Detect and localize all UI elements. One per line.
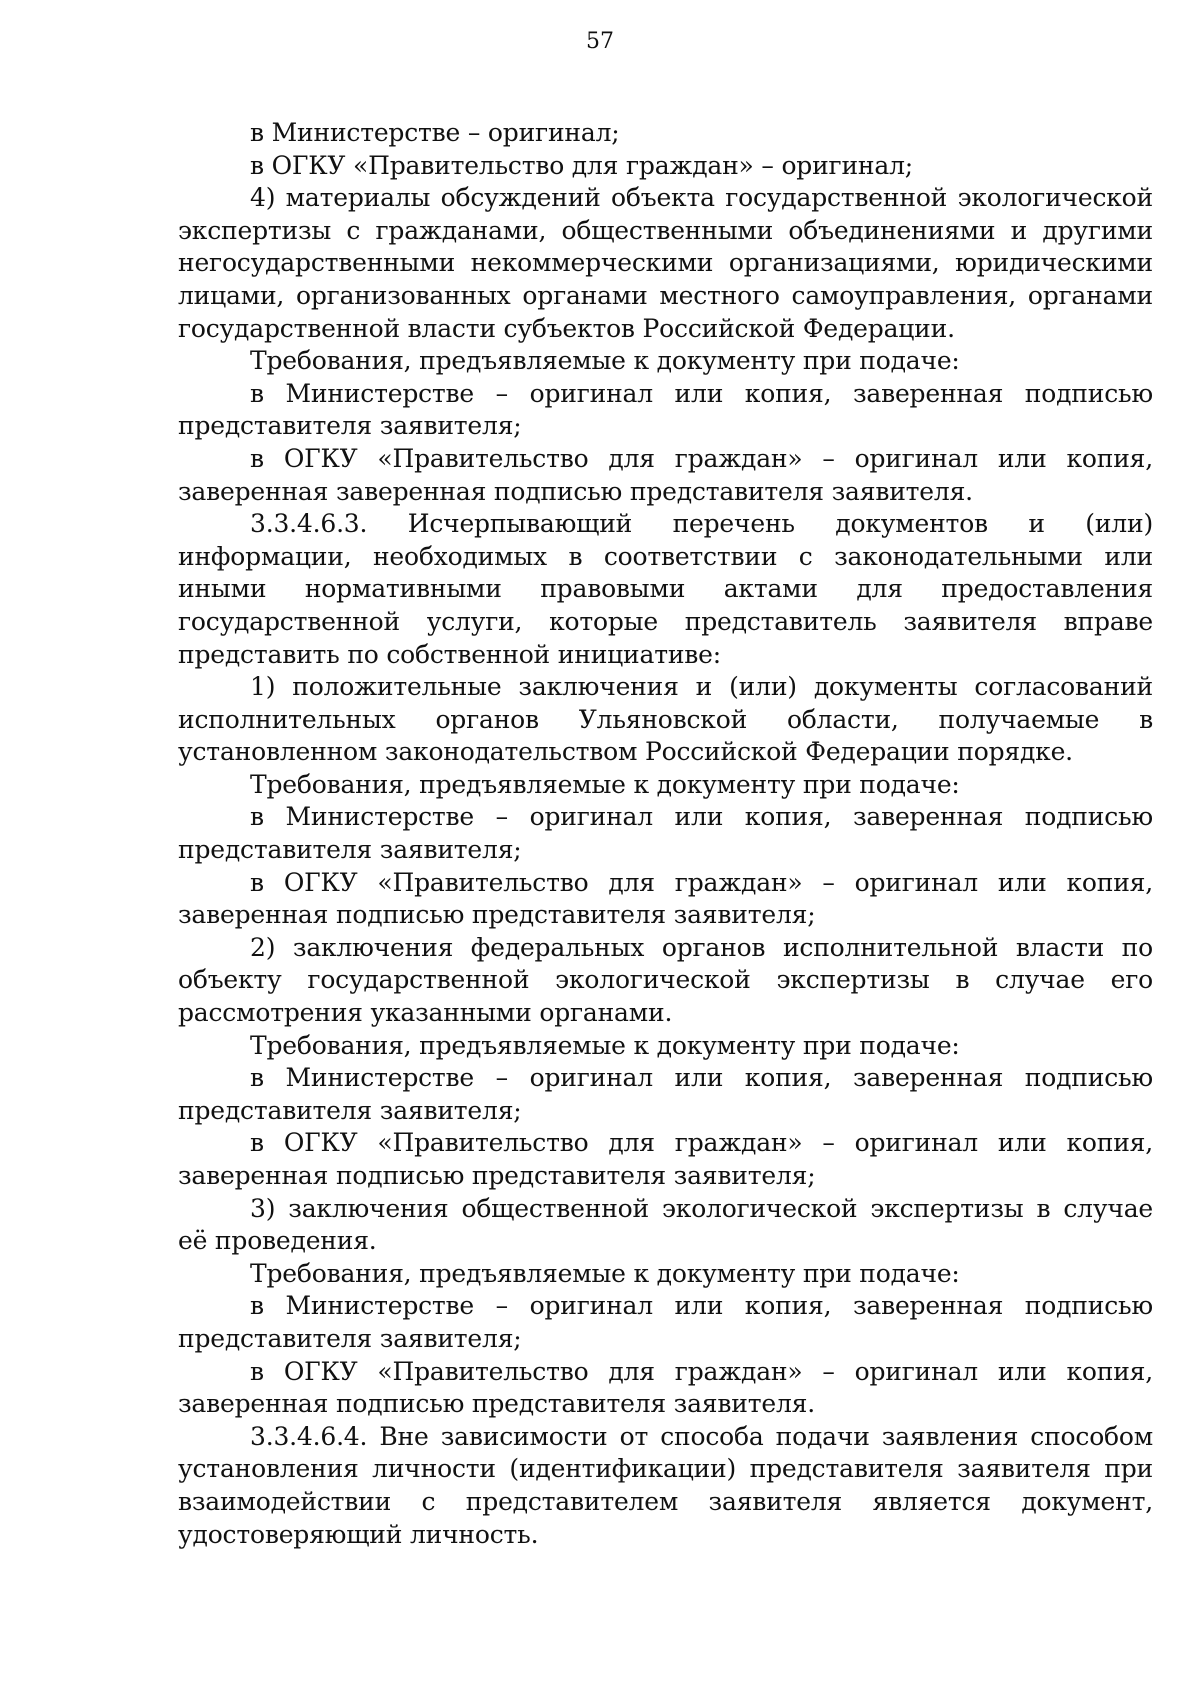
paragraph-10: в Министерстве – оригинал или копия, заверенная подписью представителя заявителя; bbox=[178, 802, 1153, 865]
paragraph-3: 4) материалы обсуждений объекта государственной экологической экспертизы с гражданами, общественными объединениями и другими негосударственными некоммерческими организациями, юридическими лицами, организованных органами местного самоуправления, органами государственной власти субъектов Российской Федерации. bbox=[178, 183, 1153, 343]
paragraph-12: 2) заключения федеральных органов исполнительной власти по объекту государственной экологической экспертизы в случае его рассмотрения указанными органами. bbox=[178, 932, 1153, 1028]
paragraph-11: в ОГКУ «Правительство для граждан» – оригинал или копия, заверенная подписью представителя заявителя; bbox=[178, 867, 1153, 930]
paragraph-17: Требования, предъявляемые к документу при подаче: bbox=[250, 1258, 960, 1288]
paragraph-1: в Министерстве – оригинал; bbox=[250, 118, 620, 147]
page-number: 57 bbox=[586, 29, 614, 54]
paragraph-18: в Министерстве – оригинал или копия, заверенная подписью представителя заявителя; bbox=[178, 1291, 1153, 1353]
paragraph-9: Требования, предъявляемые к документу при подаче: bbox=[250, 769, 960, 799]
paragraph-7: 3.3.4.6.3. Исчерпывающий перечень документов и (или) информации, необходимых в соответствии с законодательными или иными нормативными правовыми актами для предоставления государственной услуги, которые представитель заявителя вправе представить по собственной инициативе: bbox=[178, 509, 1153, 669]
paragraph-15: в ОГКУ «Правительство для граждан» – оригинал или копия, заверенная подписью представителя заявителя; bbox=[178, 1128, 1153, 1190]
document-body bbox=[178, 117, 1153, 1551]
paragraph-5: в Министерстве – оригинал или копия, заверенная подписью представителя заявителя; bbox=[178, 378, 1153, 441]
paragraph-4: Требования, предъявляемые к документу при подаче: bbox=[250, 346, 960, 376]
paragraph-19: в ОГКУ «Правительство для граждан» – оригинал или копия, заверенная подписью представителя заявителя. bbox=[178, 1356, 1153, 1419]
paragraph-6: в ОГКУ «Правительство для граждан» – оригинал или копия, заверенная заверенная подписью представителя заявителя. bbox=[178, 443, 1153, 506]
paragraph-2: в ОГКУ «Правительство для граждан» – оригинал; bbox=[250, 150, 913, 180]
paragraph-8: 1) положительные заключения и (или) документы согласований исполнительных органов Ульяновской области, получаемые в установленном законодательством Российской Федерации порядке. bbox=[178, 672, 1153, 767]
paragraph-20: 3.3.4.6.4. Вне зависимости от способа подачи заявления способом установления личности (идентификации) представителя заявителя при взаимодействии с представителем заявителя является документ, удостоверяющий личность. bbox=[178, 1421, 1153, 1549]
paragraph-16: 3) заключения общественной экологической экспертизы в случае её проведения. bbox=[178, 1193, 1153, 1256]
paragraph-14: в Министерстве – оригинал или копия, заверенная подписью представителя заявителя; bbox=[178, 1063, 1153, 1125]
paragraph-13: Требования, предъявляемые к документу при подаче: bbox=[250, 1030, 960, 1060]
